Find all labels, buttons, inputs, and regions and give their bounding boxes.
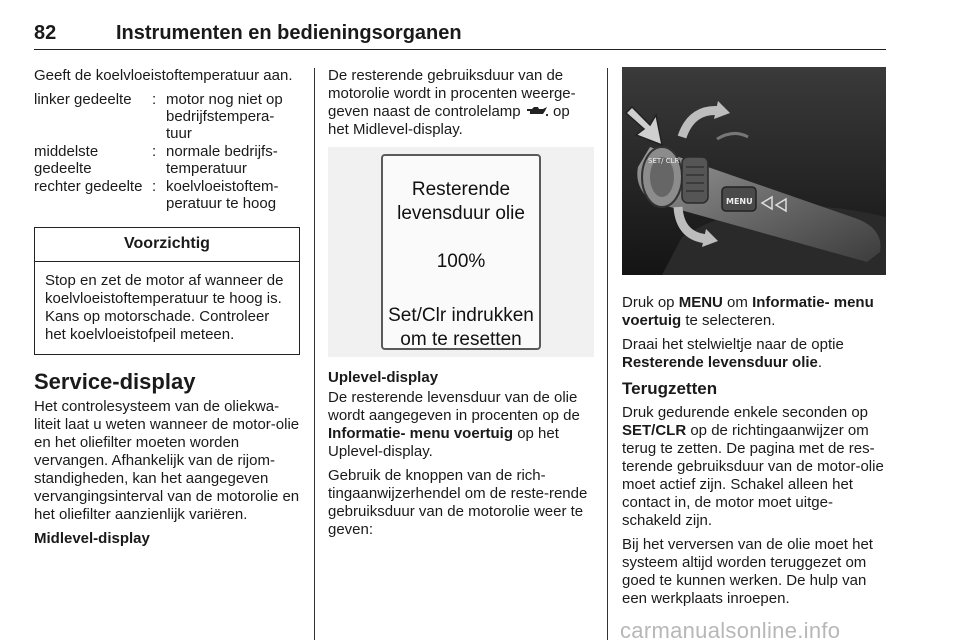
midlevel-label: Midlevel-display [34,530,150,547]
midlevel-text-pre: De resterende gebruiksduur van de motorolie wordt in procenten weerge-geven naast de controlelamp [328,67,576,120]
display-title-line2: levensduur olie [397,203,525,224]
menu-target-name: Informatie- menu voertuig [622,294,874,329]
reset-heading: Terugzetten [622,379,718,398]
page-title: Instrumenten en bedieningsorganen [116,22,462,44]
wheel-instruction-post: . [817,354,823,371]
coolant-intro: Geeft de koelvloeistoftemperatuur aan. [34,67,293,84]
section-title: Service-display [34,369,196,394]
stalk-menu-label: MENU [726,197,753,206]
state-sep: : [152,91,157,108]
reset-instruction-pre: Druk gedurende enkele seconden op [622,404,869,421]
caution-text: Stop en zet de motor af wanneer de koelvloeistoftemperatuur te hoog is. Kans op motorschade. Controleer het koelvloeistofpeil meteen. [45,272,284,343]
midlevel-text [328,67,594,139]
uplevel-text-post: op het Uplevel-display. [328,425,559,460]
state-key: linker gedeelte [34,91,132,108]
column-2 [328,67,594,545]
state-value: motor nog niet op bedrijfstempera-tuur [166,91,283,142]
column-divider-2 [607,68,608,640]
stalk-set-clr-label: SET/ CLR [648,157,680,165]
wheel-instruction [622,336,886,372]
display-title-line1: Resterende [411,179,511,200]
state-sep: : [152,178,157,195]
oil-can-icon [525,105,549,117]
reset-instruction-post: op de richtingaanwijzer om terug te zetten. De pagina met de res-terende gebruiksduur van de motor-olie moet actief zijn. Schakel alleen het contact in, de motor moet uitge-schakeld zijn. [622,422,884,529]
menu-instruction-mid: om [727,294,748,311]
reset-instruction [622,404,886,530]
midlevel-display-image [328,147,594,357]
menu-instruction [622,294,886,330]
table-row [34,178,300,213]
oil-change-note: Bij het verversen van de olie moet het systeem altijd worden teruggezet om goed te kunnen werken. De hulp van een werkplaats inroepen. [622,536,873,607]
page-number: 82 [34,22,57,44]
set-clr-button-name: SET/CLR [622,422,687,439]
state-value: koelvloeistoftem-peratuur te hoog [166,178,279,212]
uplevel-text [328,389,594,461]
state-sep: : [152,143,157,160]
table-row [34,91,300,143]
uplevel-text-pre: De resterende levensduur van de olie wordt aangegeven in procenten op de [328,389,580,424]
display-percent: 100% [436,251,486,272]
menu-instruction-pre: Druk op [622,294,675,311]
state-key: rechter gedeelte [34,178,143,195]
menu-button-name: MENU [678,294,723,311]
column-divider-1 [314,68,315,640]
page-header [34,18,886,50]
caution-heading: Voorzichtig [35,228,299,262]
display-screen [381,154,541,350]
watermark: carmanualsonline.info [620,618,841,642]
display-reset-line1: Set/Clr indrukken [388,305,534,326]
menu-instruction-post: te selecteren. [685,312,776,329]
coolant-gauge-states [34,91,300,213]
caution-box [34,227,300,355]
column-1 [34,67,300,554]
uplevel-label: Uplevel-display [328,369,439,386]
wheel-option-name: Resterende levensduur olie [622,354,818,371]
state-value: normale bedrijfs-temperatuur [166,143,278,177]
state-key: middelste gedeelte [34,143,99,177]
table-row [34,143,300,178]
knobs-text: Gebruik de knoppen van de rich-tingaanwijzerhendel om de reste-rende gebruiksduur van de motorolie weer te geven: [328,467,588,538]
turn-signal-stalk-image [622,67,886,275]
column-3 [622,67,886,614]
uplevel-text-bold: Informatie- menu voertuig [328,425,514,442]
service-display-text: Het controlesysteem van de oliekwa-liteit laat u weten wanneer de motor-olie en het oliefilter moeten worden vervangen. Afhankelijk van de rijom-standigheden, kan het aangegeven vervangingsinterval van de motorolie en het oliefilter aanzienlijk variëren. [34,398,300,523]
midlevel-text-post: op het Midlevel-display. [328,103,570,138]
display-reset-line2: om te resetten [400,329,522,350]
wheel-instruction-pre: Draai het stelwieltje naar de optie [622,336,844,353]
